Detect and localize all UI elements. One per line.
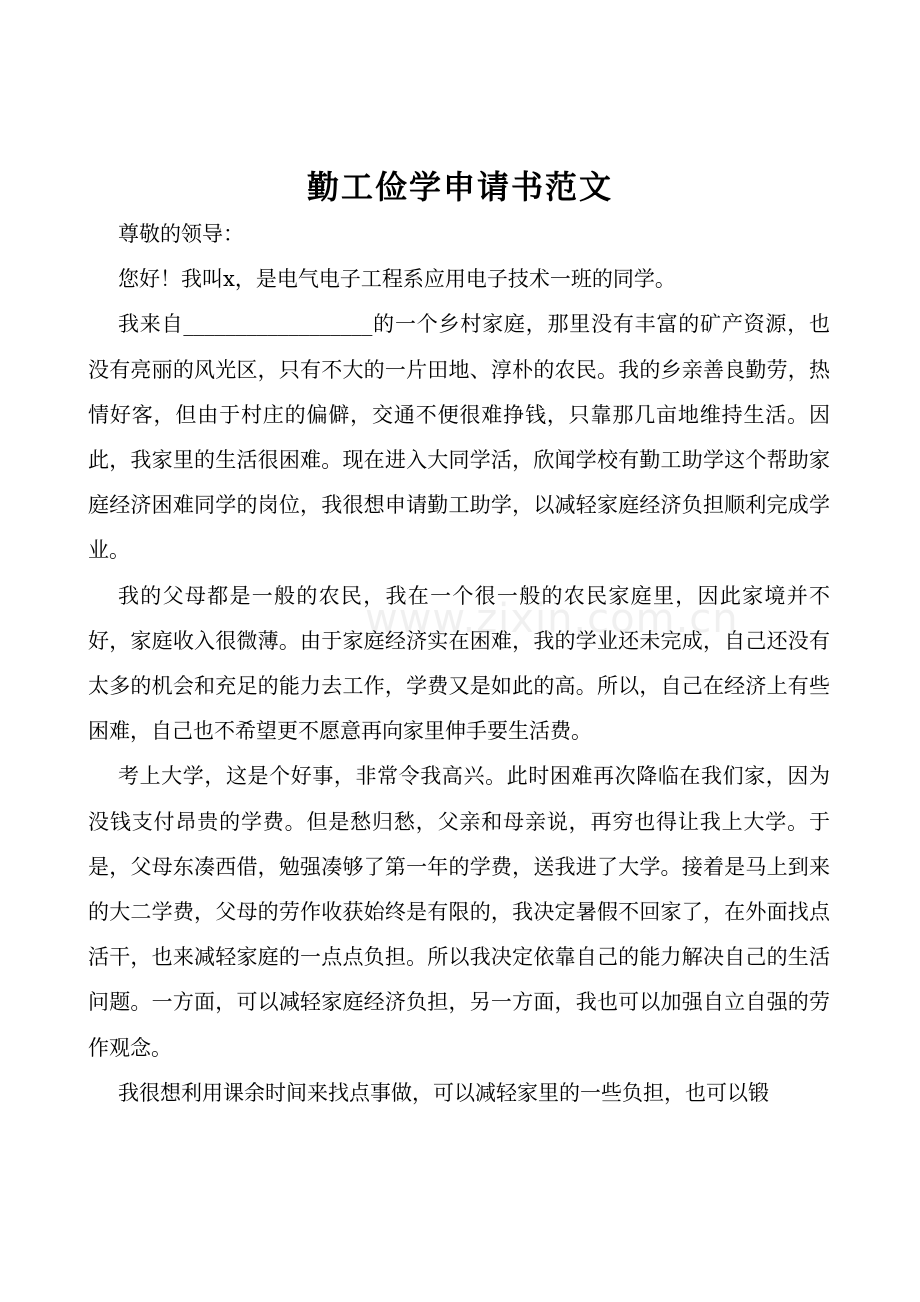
- salutation: 尊敬的领导：: [118, 222, 244, 246]
- document-title: 勤工俭学申请书范文: [306, 168, 613, 206]
- document-body: [88, 212, 830, 1116]
- paragraph-work-plan: 我很想利用课余时间来找点事做，可以减轻家里的一些负担，也可以锻: [118, 1080, 769, 1105]
- paragraph-family: 我的父母都是一般的农民，我在一个很一般的农民家庭里，因此家境并不好，家庭收入很微薄。由于家庭经济实在困难，我的学业还未完成，自己还没有太多的机会和充足的能力去工作，学费又是如此的高。所以，自己在经济上有些困难，自己也不希望更不愿意再向家里伸手要生活费。: [88, 583, 830, 744]
- watermark: www.zixin.com.cn: [365, 596, 739, 642]
- paragraph-university: 考上大学，这是个好事，非常令我高兴。此时困难再次降临在我们家，因为没钱支付昂贵的学费。但是愁归愁，父亲和母亲说，再穷也得让我上大学。于是，父母东凑西借，勉强凑够了第一年的学费，送我进了大学。接着是马上到来的大二学费，父母的劳作收获始终是有限的，我决定暑假不回家了，在外面找点活干，也来减轻家庭的一点点负担。所以我决定依靠自己的能力解决自己的生活问题。一方面，可以减轻家庭经济负担，另一方面，我也可以加强自立自强的劳作观念。: [88, 764, 830, 1060]
- paragraph-hometown: 我来自__________________的一个乡村家庭，那里没有丰富的矿产资源，也没有亮丽的风光区，只有不大的一片田地、淳朴的农民。我的乡亲善良勤劳，热情好客，但由于村庄的偏僻，交通不便很难挣钱，只靠那几亩地维持生活。因此，我家里的生活很困难。现在进入大同学活，欣闻学校有勤工助学这个帮助家庭经济困难同学的岗位，我很想申请勤工助学，以减轻家庭经济负担顺利完成学业。: [88, 312, 830, 563]
- paragraph-greeting: 您好！我叫x，是电气电子工程系应用电子技术一班的同学。: [118, 267, 676, 292]
